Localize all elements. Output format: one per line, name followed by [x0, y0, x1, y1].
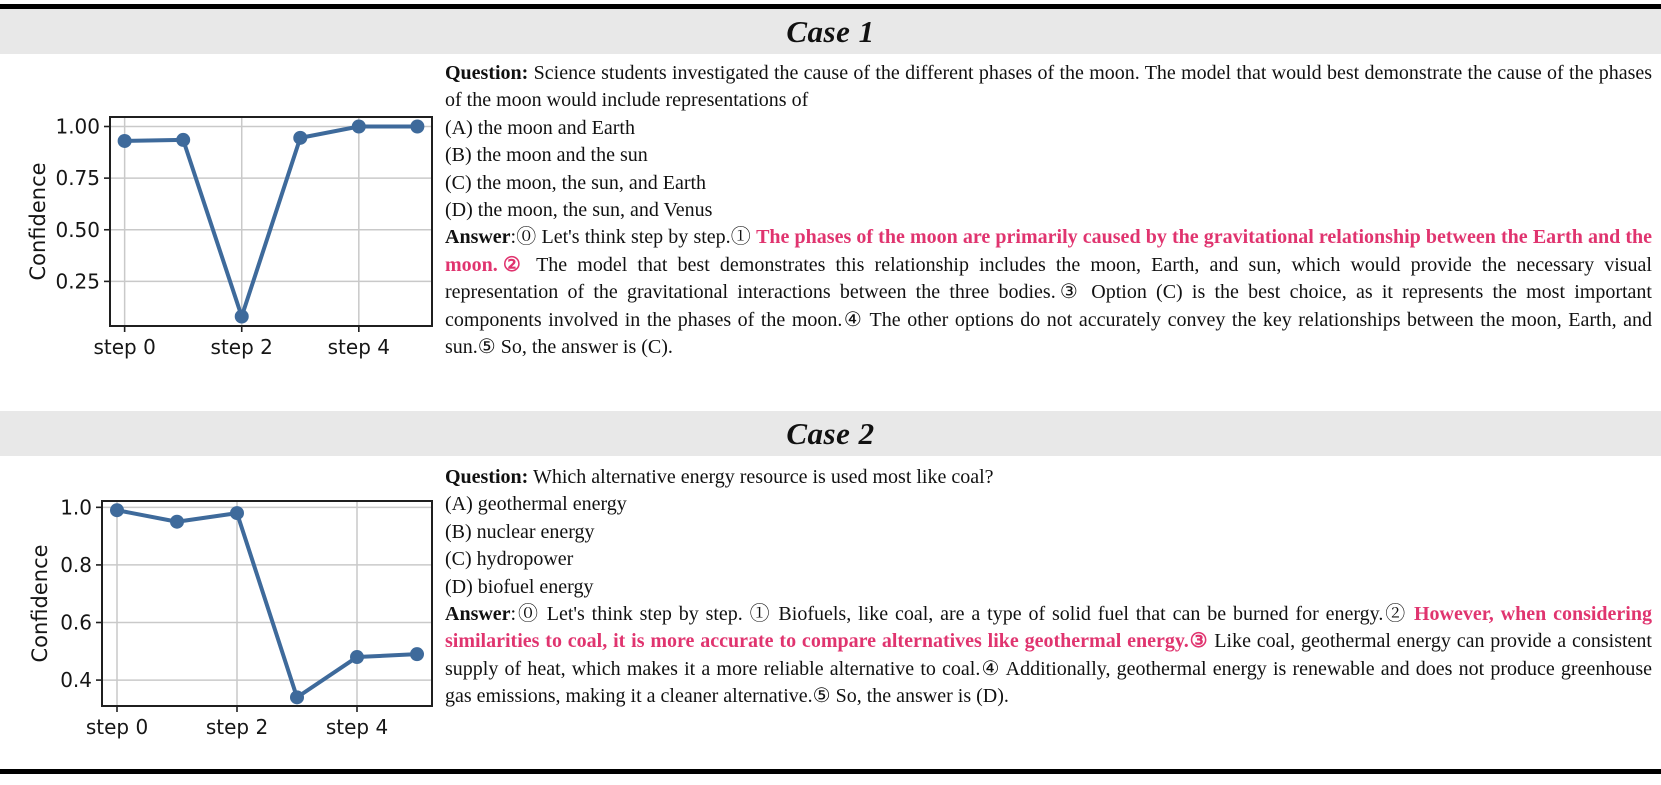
data-point-marker [350, 650, 364, 664]
case-2-option-b: (B) nuclear energy [445, 520, 595, 543]
data-point-marker [290, 690, 304, 704]
x-tick-label: step 0 [85, 715, 149, 739]
case-2-option-a: (A) geothermal energy [445, 493, 627, 516]
case-1-option-a: (A) the moon and Earth [445, 116, 635, 139]
question-label: Question: [445, 62, 529, 84]
answer-segment: Answer [445, 603, 511, 626]
data-point-marker [293, 131, 307, 145]
y-tick-label: 0.4 [60, 668, 92, 693]
answer-segment: :⓪ Let's think step by step.① [510, 226, 757, 249]
case-2-header [0, 411, 1661, 456]
case-2-option-c: (C) hydropower [445, 548, 574, 571]
data-point-marker [110, 503, 124, 517]
answer-segment: Answer [445, 226, 511, 249]
x-tick-label: step 4 [325, 715, 389, 739]
x-tick-label: step 0 [93, 335, 156, 359]
answer-segment: The model that best demonstrates this relationship includes the moon, Earth, and sun, which would provide the necessary visual representation of the gravitational interactions between the three bodies.③ Option (C) is the best choice, as it represents the most important components involved in the phases of the moon.④ The other options do not accurately convey the key relationships between the moon, Earth, and sun.⑤ So, the answer is (C). [445, 253, 1652, 359]
y-tick-label: 1.0 [60, 495, 92, 520]
question-text: Science students investigated the cause of the different phases of the moon. The model that would best demonstrate the cause of the phases of the moon would include representations of [445, 62, 1653, 112]
data-point-marker [410, 647, 424, 661]
y-tick-label: 0.25 [55, 269, 100, 294]
case-study-figure [0, 4, 1661, 774]
case-2-option-d: (D) biofuel energy [445, 575, 594, 598]
case-2-chart-panel [0, 456, 445, 769]
y-tick-label: 0.50 [55, 217, 100, 242]
data-point-marker [410, 120, 424, 134]
answer-segment: Like coal, geothermal energy can provide a consistent supply of heat, which makes it a more reliable alternative to coal.④ Additionally, geothermal energy is renewable and does not produce greenhouse gas emissions, making it a cleaner alternative.⑤ So, the answer is (D). [445, 630, 1652, 708]
case-1-answer [445, 224, 1652, 361]
answer-highlight-segment: However, when considering similarities to coal, it is more accurate to compare alternatives like geothermal energy.③ [445, 603, 1652, 653]
y-axis-label: Confidence [28, 544, 52, 663]
x-tick-label: step 4 [327, 335, 390, 359]
y-tick-label: 1.00 [55, 114, 100, 139]
question-label: Question: [445, 466, 529, 488]
case-1-title: Case 1 [786, 13, 875, 49]
data-point-marker [235, 310, 249, 324]
data-point-marker [176, 133, 190, 147]
case-1-text-panel [445, 54, 1661, 411]
y-tick-label: 0.6 [60, 610, 92, 635]
data-point-marker [352, 120, 366, 134]
y-tick-label: 0.8 [60, 552, 92, 577]
case-1-chart-panel [0, 54, 445, 411]
answer-highlight-segment: The phases of the moon are primarily caused by the gravitational relationship between the Earth and the moon.② [445, 226, 1653, 276]
case-2-answer [445, 601, 1652, 711]
case-2-text-panel [445, 456, 1661, 769]
case-1-confidence-chart [25, 104, 445, 359]
data-point-marker [230, 506, 244, 520]
y-axis-label: Confidence [26, 162, 50, 281]
question-text: Which alternative energy resource is used most like coal? [532, 466, 994, 488]
case-2-question [445, 464, 1652, 491]
confidence-line [117, 510, 417, 697]
x-tick-label: step 2 [205, 715, 269, 739]
case-2-body [0, 456, 1661, 769]
case-1-question [445, 60, 1652, 115]
data-point-marker [170, 515, 184, 529]
case-1-body [0, 54, 1661, 411]
case-1-option-b: (B) the moon and the sun [445, 144, 648, 167]
data-point-marker [118, 134, 132, 148]
answer-segment: :⓪ Let's think step by step. ① Biofuels, like coal, are a type of solid fuel that can be burned for energy.② [510, 603, 1414, 626]
confidence-line [125, 127, 418, 317]
case-1-option-c: (C) the moon, the sun, and Earth [445, 171, 707, 194]
case-2-confidence-chart [25, 464, 445, 749]
y-tick-label: 0.75 [55, 166, 100, 191]
case-1-header [0, 9, 1661, 54]
x-tick-label: step 2 [210, 335, 273, 359]
case-1-option-d: (D) the moon, the sun, and Venus [445, 199, 713, 222]
case-2-title: Case 2 [786, 415, 875, 451]
